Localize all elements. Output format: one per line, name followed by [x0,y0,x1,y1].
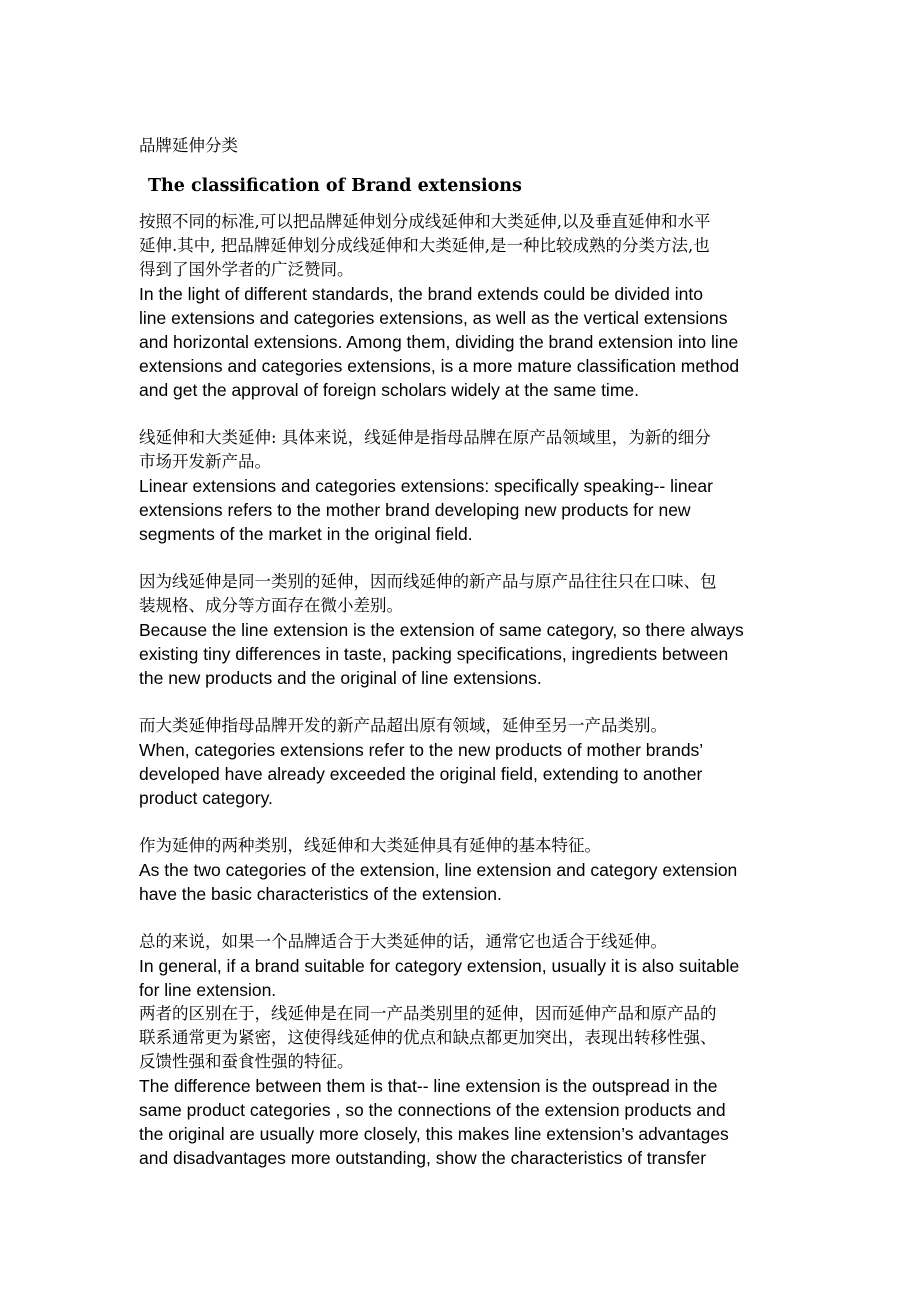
paragraph-1-english [139,282,789,402]
text-line: 而大类延伸指母品牌开发的新产品超出原有领域，延伸至另一产品类别。 [139,716,667,735]
title-english: The classification of Brand extensions [148,176,522,196]
text-line: extensions refers to the mother brand developing new products for new [139,500,691,520]
text-line: 作为延伸的两种类别，线延伸和大类延伸具有延伸的基本特征。 [139,836,601,855]
text-line: have the basic characteristics of the extension. [139,884,502,904]
text-line: 总的来说，如果一个品牌适合于大类延伸的话，通常它也适合于线延伸。 [139,932,667,951]
text-line: extensions and categories extensions, is a more mature classification method [139,356,740,376]
text-line: 按照不同的标准,可以把品牌延伸划分成线延伸和大类延伸,以及垂直延伸和水平 [139,212,711,231]
text-line: existing tiny differences in taste, packing specifications, ingredients between [139,644,729,664]
text-line: Because the line extension is the extension of same category, so there always [139,620,744,640]
text-line: 线延伸和大类延伸: 具体来说，线延伸是指母品牌在原产品领域里，为新的细分 [139,428,711,447]
text-line: 得到了国外学者的广泛赞同。 [139,260,354,279]
paragraph-gap [139,690,789,714]
text-line: 因为线延伸是同一类别的延伸，因而线延伸的新产品与原产品往往只在口味、包 [139,572,717,591]
text-line: 市场开发新产品。 [139,452,271,471]
text-line: product category. [139,788,273,808]
paragraph-6-english [139,954,789,1002]
text-line: 两者的区别在于，线延伸是在同一产品类别里的延伸，因而延伸产品和原产品的 [139,1004,717,1023]
text-line: 反馈性强和蚕食性强的特征。 [139,1052,354,1071]
paragraph-gap [139,546,789,570]
text-line: developed have already exceeded the original field, extending to another [139,764,703,784]
text-line: the original are usually more closely, this makes line extension’s advantages [139,1124,729,1144]
paragraph-2-english [139,474,789,546]
text-line: and horizontal extensions. Among them, dividing the brand extension into line [139,332,739,352]
paragraph-gap [139,402,789,426]
text-line: for line extension. [139,980,277,1000]
paragraph-5-english [139,858,789,906]
paragraph-6-chinese [139,930,789,954]
text-line: the new products and the original of line extensions. [139,668,542,688]
text-line: When, categories extensions refer to the new products of mother brands’ [139,740,704,760]
paragraph-gap [139,810,789,834]
text-line: segments of the market in the original field. [139,524,473,544]
text-line: line extensions and categories extensions, as well as the vertical extensions [139,308,728,328]
text-line: In general, if a brand suitable for category extension, usually it is also suitable [139,956,740,976]
text-line: The difference between them is that-- line extension is the outspread in the [139,1076,718,1096]
paragraph-3-chinese [139,570,789,618]
text-line: Linear extensions and categories extensions: specifically speaking-- linear [139,476,713,496]
title-chinese: 品牌延伸分类 [139,136,238,155]
paragraph-1-chinese [139,210,789,282]
text-line: same product categories , so the connections of the extension products and [139,1100,726,1120]
text-line: and get the approval of foreign scholars widely at the same time. [139,380,639,400]
paragraph-5-chinese [139,834,789,858]
text-line: In the light of different standards, the brand extends could be divided into [139,284,703,304]
paragraph-4-english [139,738,789,810]
text-line: 延伸.其中, 把品牌延伸划分成线延伸和大类延伸,是一种比较成熟的分类方法,也 [139,236,710,255]
paragraph-7-chinese [139,1002,789,1074]
paragraph-gap [139,906,789,930]
text-line: 联系通常更为紧密，这使得线延伸的优点和缺点都更加突出，表现出转移性强、 [139,1028,717,1047]
paragraph-7-english [139,1074,789,1170]
paragraph-3-english [139,618,789,690]
text-line: As the two categories of the extension, line extension and category extension [139,860,738,880]
paragraph-2-chinese [139,426,789,474]
text-line: 装规格、成分等方面存在微小差别。 [139,596,403,615]
paragraph-4-chinese [139,714,789,738]
document-body [139,134,789,1170]
text-line: and disadvantages more outstanding, show the characteristics of transfer [139,1148,707,1168]
